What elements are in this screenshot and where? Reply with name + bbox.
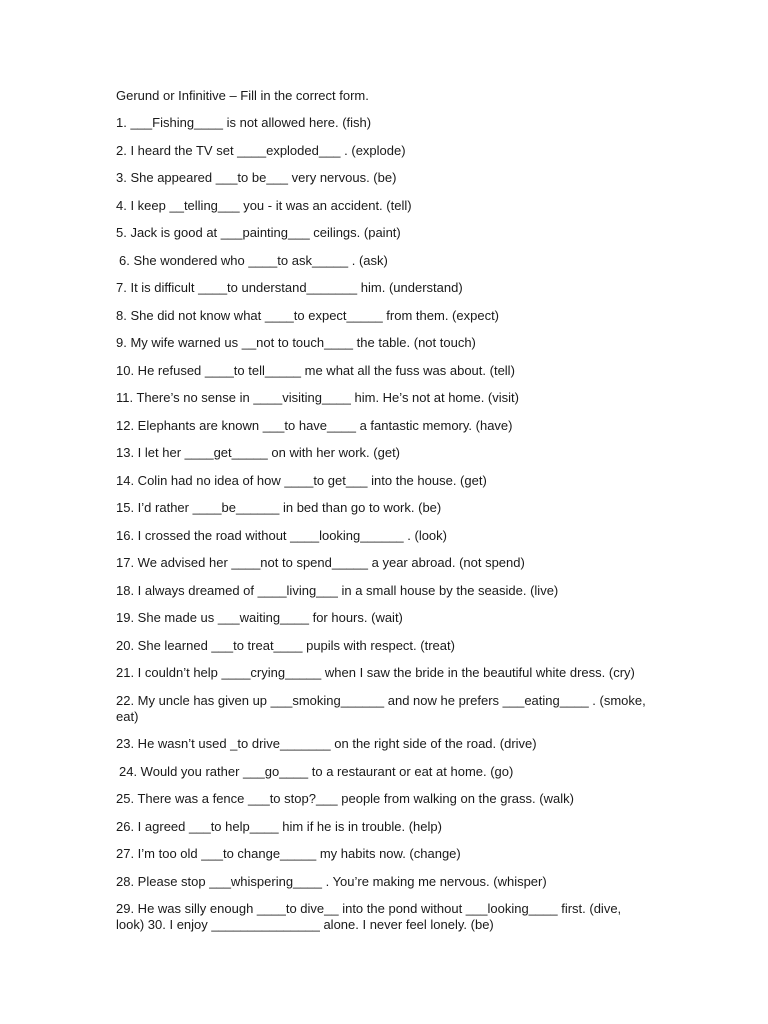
exercise-item-20: 20. She learned ___to treat____ pupils with respect. (treat): [116, 637, 455, 653]
exercise-item-19: 19. She made us ___waiting____ for hours. (wait): [116, 610, 403, 625]
exercise-item-6: 6. She wondered who ____to ask_____ . (ask): [119, 252, 388, 268]
exercise-item-14: 14. Colin had no idea of how ____to get___ into the house. (get): [116, 472, 487, 488]
exercise-item-9: 9. My wife warned us __not to touch____ the table. (not touch): [116, 335, 476, 350]
exercise-item-26: 26. I agreed ___to help____ him if he is in trouble. (help): [116, 818, 442, 834]
worksheet-title: Gerund or Infinitive – Fill in the correct form.: [116, 88, 369, 103]
exercise-item-16: 16. I crossed the road without ____looking______ . (look): [116, 527, 447, 543]
exercise-item-13: 13. I let her ____get_____ on with her work. (get): [116, 445, 401, 460]
exercise-item-5: 5. Jack is good at ___painting___ ceilings. (paint): [116, 225, 401, 240]
exercise-item-7: 7. It is difficult ____to understand_______ him. (understand): [116, 280, 463, 295]
exercise-item-22: 22. My uncle has given up ___smoking______ and now he prefers ___eating____ . (smoke, eat): [116, 692, 646, 724]
exercise-item-18: 18. I always dreamed of ____living___ in a small house by the seaside. (live): [116, 582, 559, 598]
exercise-item-10: 10. He refused ____to tell_____ me what all the fuss was about. (tell): [116, 362, 515, 378]
exercise-item-23: 23. He wasn’t used _to drive_______ on the right side of the road. (drive): [116, 736, 537, 751]
exercise-item-24: 24. Would you rather ___go____ to a restaurant or eat at home. (go): [119, 763, 514, 779]
worksheet-page: [116, 88, 646, 945]
exercise-item-2: 2. I heard the TV set ____exploded___ . (explode): [116, 142, 406, 158]
exercise-item-17: 17. We advised her ____not to spend_____ a year abroad. (not spend): [116, 555, 525, 570]
exercise-item-25: 25. There was a fence ___to stop?___ people from walking on the grass. (walk): [116, 791, 574, 806]
exercise-item-15: 15. I’d rather ____be______ in bed than go to work. (be): [116, 500, 442, 515]
exercise-item-28: 28. Please stop ___whispering____ . You’re making me nervous. (whisper): [116, 873, 547, 889]
exercise-item-1: 1. ___Fishing____ is not allowed here. (fish): [116, 115, 372, 130]
exercise-item-4: 4. I keep __telling___ you - it was an accident. (tell): [116, 197, 412, 213]
exercise-item-29-30: 29. He was silly enough ____to dive__ into the pond without ___looking____ first. (dive, look) 30. I enjoy _______________ alone. I never feel lonely. (be): [116, 901, 622, 932]
exercise-item-27: 27. I’m too old ___to change_____ my habits now. (change): [116, 846, 461, 861]
exercise-item-8: 8. She did not know what ____to expect_____ from them. (expect): [116, 307, 500, 323]
exercise-item-11: 11. There’s no sense in ____visiting____ him. He’s not at home. (visit): [116, 390, 519, 405]
exercise-item-3: 3. She appeared ___to be___ very nervous. (be): [116, 170, 397, 185]
exercise-item-21: 21. I couldn’t help ____crying_____ when I saw the bride in the beautiful white dress. (cry): [116, 665, 635, 680]
exercise-item-12: 12. Elephants are known ___to have____ a fantastic memory. (have): [116, 417, 513, 433]
